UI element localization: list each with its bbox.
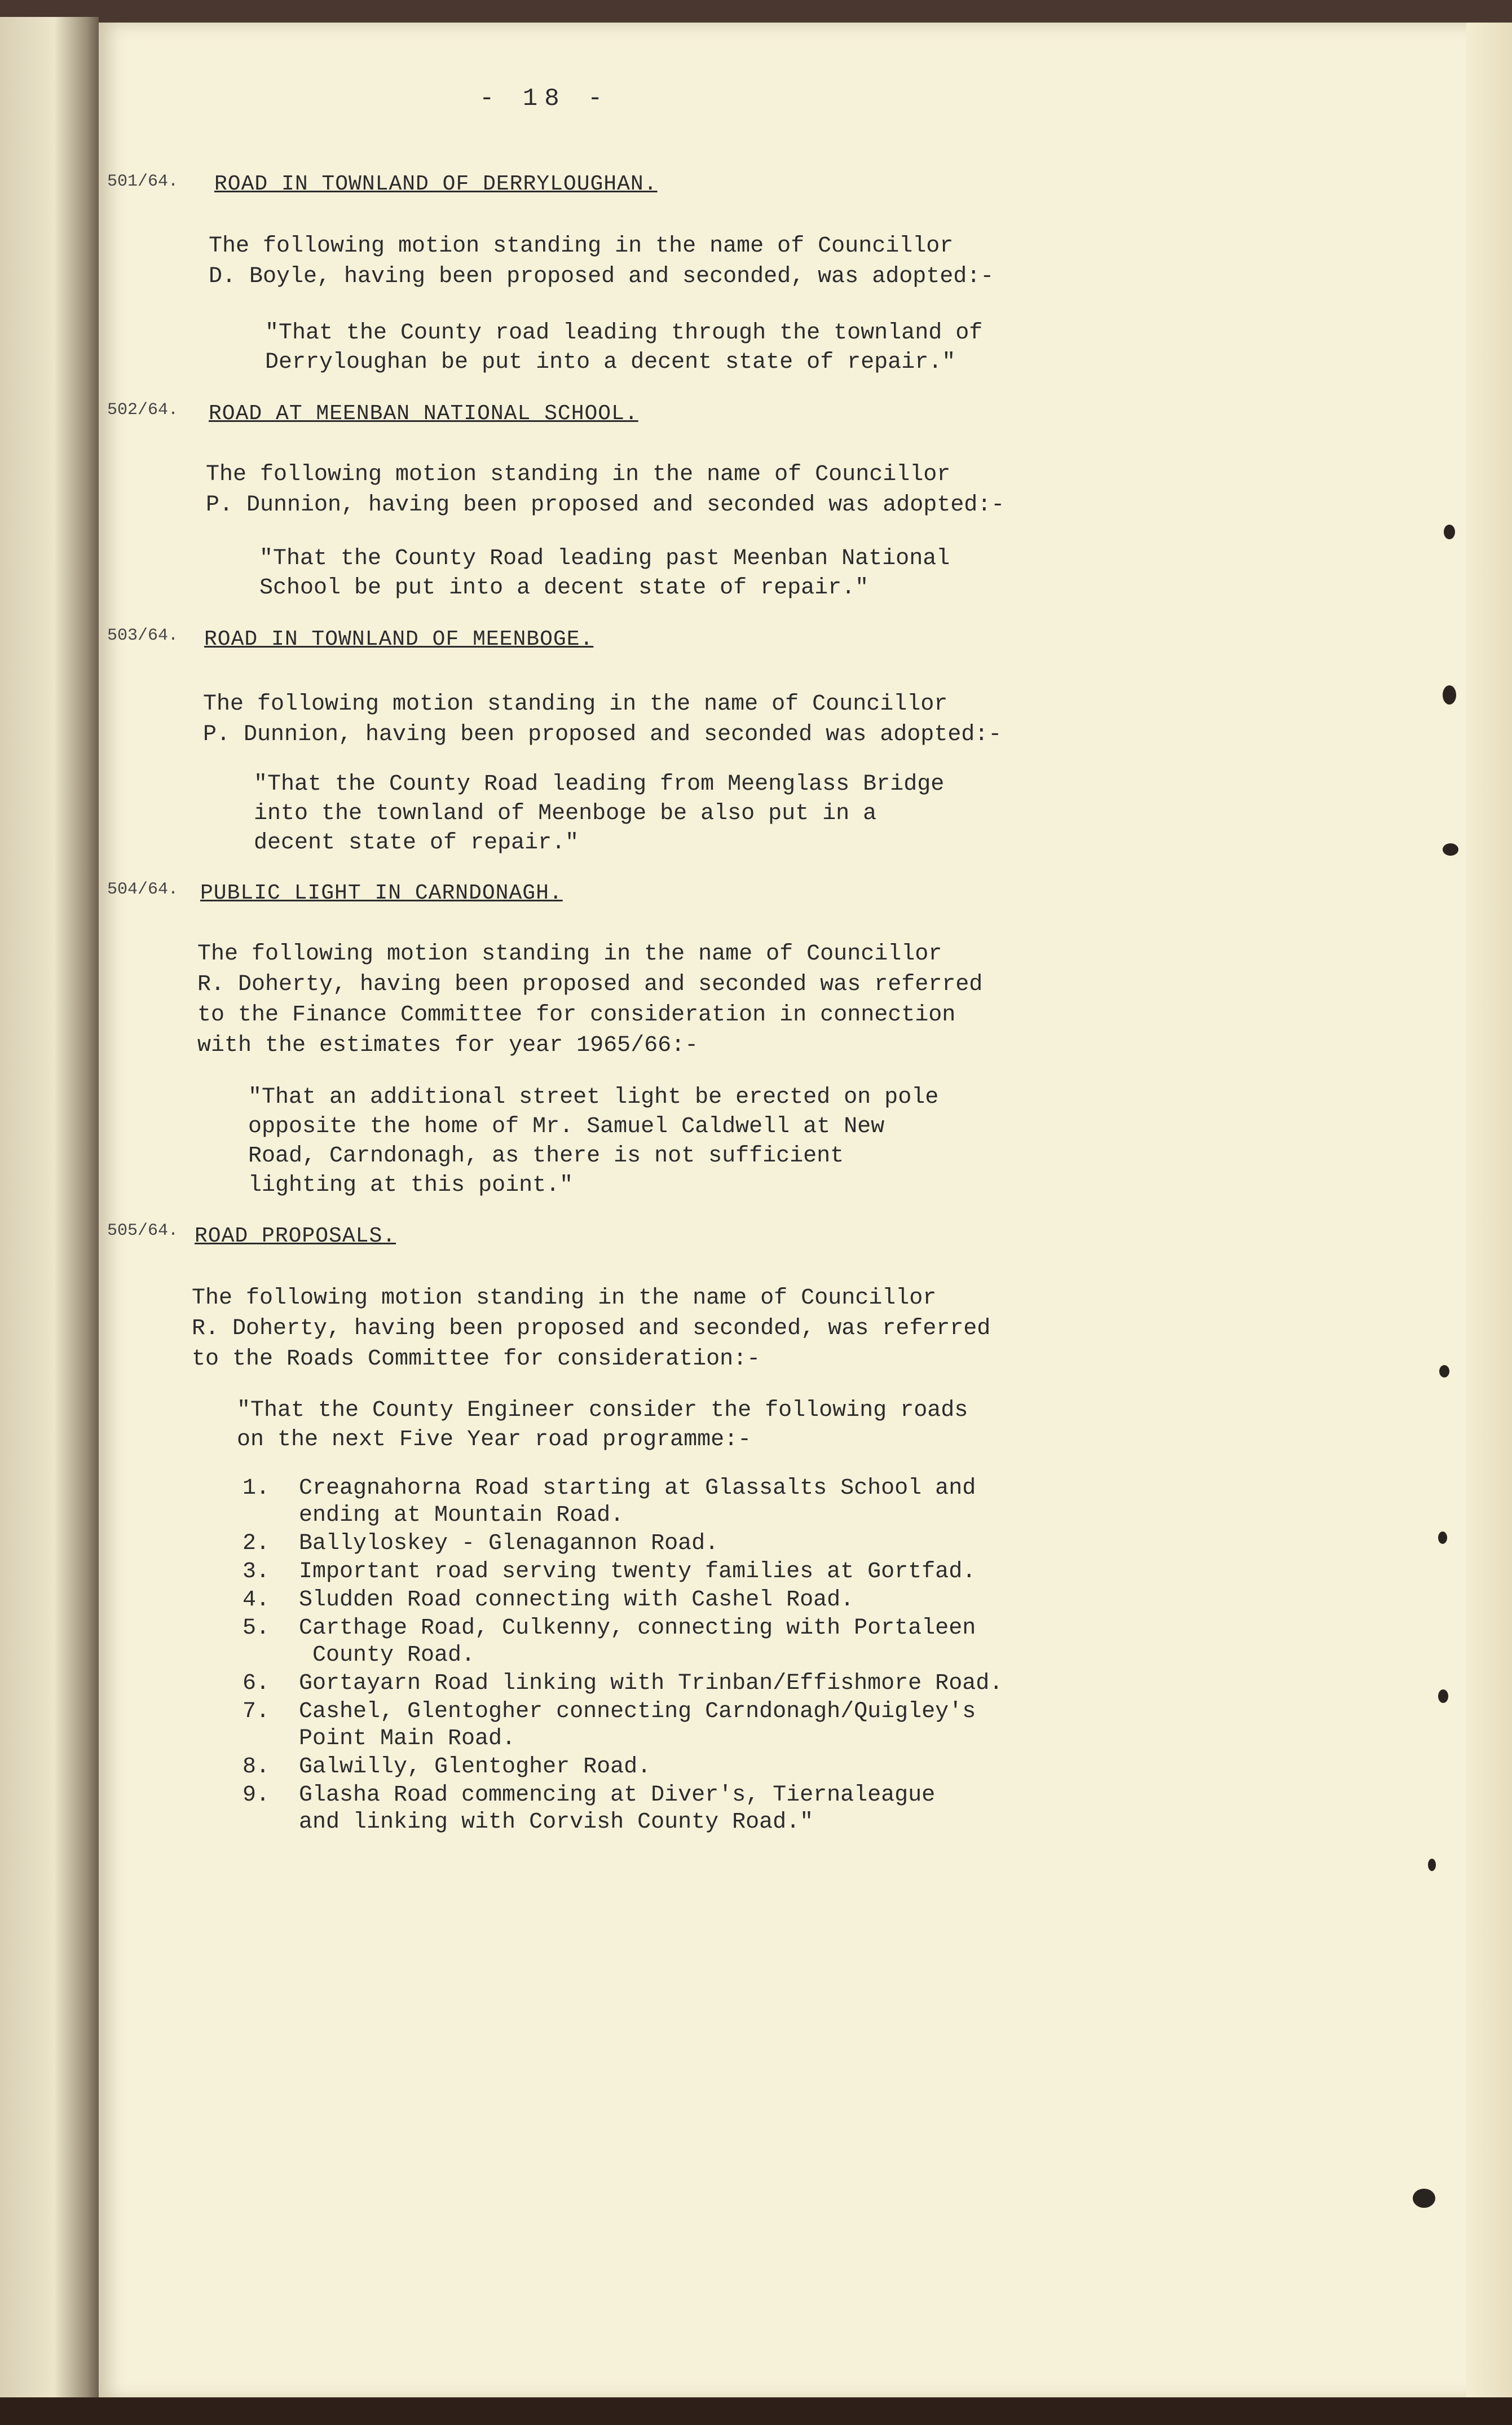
list-item: 5. Carthage Road, Culkenny, connecting with Portaleen County Road. [243, 1616, 976, 1668]
minute-heading: ROAD PROPOSALS. [195, 1224, 396, 1248]
list-item: 8. Galwilly, Glentogher Road. [243, 1754, 651, 1780]
list-item: 6. Gortayarn Road linking with Trinban/Effishmore Road. [243, 1671, 1003, 1696]
motion-quote: "That the County Road leading past Meenban National School be put into a decent state of repair." [259, 546, 950, 601]
road-list [243, 1475, 1003, 1837]
minute-ref: 504/64. [107, 880, 179, 899]
minute-ref: 502/64. [107, 401, 179, 420]
list-item: 7. Cashel, Glentogher connecting Carndonagh/Quigley's Point Main Road. [243, 1699, 976, 1751]
minute-text: The following motion standing in the name of Councillor P. Dunnion, having been proposed and seconded was adopted:- [206, 462, 1005, 518]
minute-heading: PUBLIC LIGHT IN CARNDONAGH. [200, 881, 563, 905]
minute-text: The following motion standing in the name of Councillor R. Doherty, having been proposed and seconded, was referred to the Roads Committee for consideration:- [192, 1286, 991, 1372]
minute-heading: ROAD IN TOWNLAND OF MEENBOGE. [204, 627, 594, 652]
minute-ref: 503/64. [107, 626, 179, 645]
list-item: 9. Glasha Road commencing at Diver's, Tiernaleague and linking with Corvish County Road." [243, 1783, 936, 1835]
page-number: - 18 - [479, 85, 610, 113]
motion-quote: "That the County Road leading from Meenglass Bridge into the townland of Meenboge be also put in a decent state of repair." [254, 772, 945, 856]
minute-text: The following motion standing in the name of Councillor R. Doherty, having been proposed and seconded was referred to the Finance Committee for consideration in connection with the estimates for year 1965/66:- [197, 941, 983, 1058]
minute-heading: ROAD AT MEENBAN NATIONAL SCHOOL. [209, 402, 638, 426]
minute-text: The following motion standing in the name of Councillor P. Dunnion, having been proposed and seconded was adopted:- [203, 692, 1002, 747]
list-item: 1. Creagnahorna Road starting at Glassalts School and ending at Mountain Road. [243, 1476, 976, 1528]
minute-ref: 505/64. [107, 1221, 179, 1240]
motion-quote: "That the County Engineer consider the following roads on the next Five Year road programme:- [237, 1398, 968, 1453]
list-item: 3. Important road serving twenty families at Gortfad. [243, 1559, 976, 1585]
list-item: 2. Ballyloskey - Glenagannon Road. [243, 1531, 719, 1556]
motion-quote: "That an additional street light be erected on pole opposite the home of Mr. Samuel Caldwell at New Road, Carndonagh, as there is not sufficient lighting at this point." [248, 1085, 939, 1198]
motion-quote: "That the County road leading through the townland of Derryloughan be put into a decent state of repair." [265, 320, 983, 375]
minute-ref: 501/64. [107, 172, 179, 191]
minute-text: The following motion standing in the name of Councillor D. Boyle, having been proposed and seconded, was adopted:- [209, 234, 994, 289]
list-item: 4. Sludden Road connecting with Cashel Road. [243, 1587, 854, 1613]
minute-heading: ROAD IN TOWNLAND OF DERRYLOUGHAN. [214, 172, 658, 196]
